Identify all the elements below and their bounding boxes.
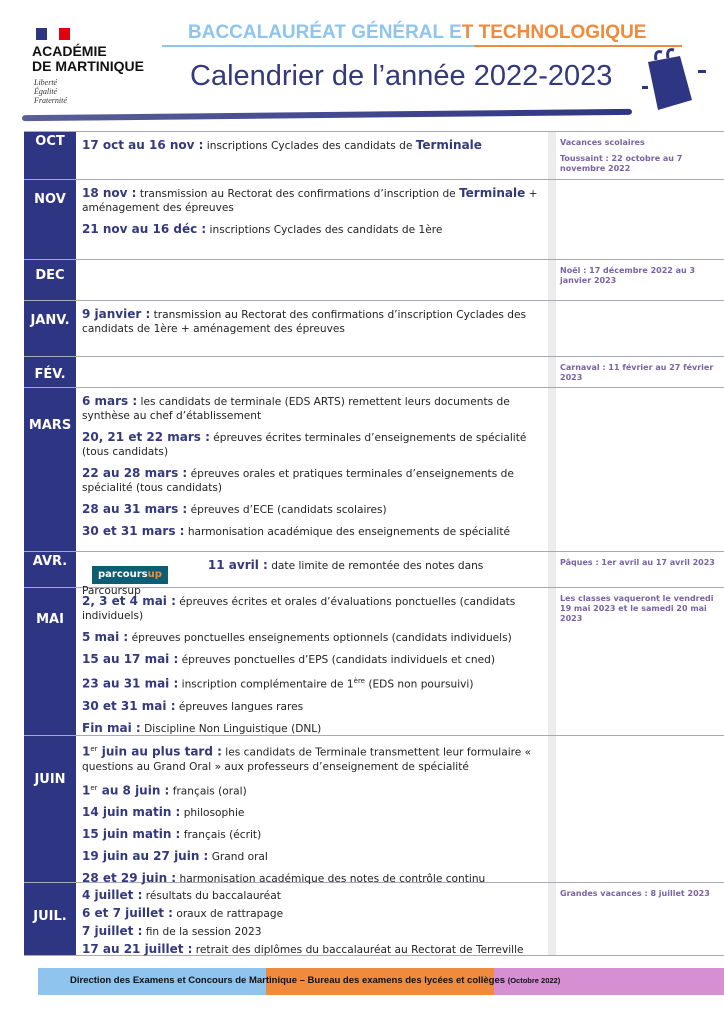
column-separator xyxy=(548,357,556,387)
month-row-2 xyxy=(24,260,724,301)
month-events xyxy=(76,588,548,735)
column-separator xyxy=(548,260,556,300)
event-date: 28 et 29 juin : xyxy=(82,871,177,886)
event-item xyxy=(82,307,542,336)
motto xyxy=(34,78,67,105)
month-events xyxy=(76,388,548,551)
event-item xyxy=(82,186,542,215)
month-row-3 xyxy=(24,301,724,357)
event-item xyxy=(82,942,542,957)
motto-egalite: Égalité xyxy=(34,87,58,96)
month-label: JUIL. xyxy=(24,883,76,955)
event-date: 1 xyxy=(82,744,91,759)
school-holidays-note xyxy=(556,301,724,356)
holiday-text: Pâques : 1er avril au 17 avril 2023 xyxy=(560,558,715,567)
event-date: 18 nov : xyxy=(82,186,137,200)
academy-name-line2: DE MARTINIQUE xyxy=(32,58,144,74)
holiday-text: Carnaval : 11 février au 27 février 2023 xyxy=(560,363,714,382)
holiday-text: Grandes vacances : 8 juillet 2023 xyxy=(560,889,710,898)
ordinal-superscript: er xyxy=(90,745,98,753)
event-text: fin de la session 2023 xyxy=(142,926,262,938)
column-separator xyxy=(548,388,556,551)
month-events xyxy=(76,552,548,597)
event-text: inscriptions Cyclades des candidats de xyxy=(203,140,416,152)
event-item xyxy=(82,906,542,921)
event-date: 30 et 31 mai : xyxy=(82,698,176,713)
event-text: harmonisation académique des enseignements de spécialité xyxy=(184,526,511,538)
month-events xyxy=(76,883,548,955)
school-holidays-note xyxy=(556,388,724,551)
parcoursup-logo-accent: up xyxy=(147,569,162,580)
month-label: FÉV. xyxy=(24,357,76,387)
month-row-7 xyxy=(24,588,724,736)
holiday-text: Les classes vaqueront le vendredi 19 mai 2023 et le samedi 20 mai 2023 xyxy=(560,594,714,623)
event-date: 6 mars : xyxy=(82,394,138,408)
footer-label: Direction des Examens et Concours de Martinique – Bureau des examens des lycées et collèges xyxy=(70,975,506,986)
event-item xyxy=(82,742,542,774)
event-text: épreuves orales et pratiques terminales d’enseignements de spécialité (tous candidats) xyxy=(82,468,514,494)
event-item xyxy=(82,849,542,864)
event-item xyxy=(82,652,542,667)
holiday-text: Noël : 17 décembre 2022 au 3 janvier 2023 xyxy=(560,266,696,285)
bac-heading xyxy=(162,22,682,47)
month-events xyxy=(76,132,548,179)
event-text: épreuves ponctuelles enseignements optionnels (candidats individuels) xyxy=(128,632,512,644)
month-events xyxy=(76,357,548,387)
footer-bar xyxy=(38,968,724,995)
bac-heading-part1: BACCALAURÉAT GÉNÉRAL E xyxy=(188,22,462,43)
event-text: épreuves écrites terminales d’enseignements de spécialité (tous candidats) xyxy=(82,432,527,458)
parcoursup-logo xyxy=(92,566,168,584)
event-date: 23 au 31 mai : xyxy=(82,676,179,691)
month-label: NOV xyxy=(24,180,76,259)
event-text: date limite de remontée des notes dans Parcoursup xyxy=(82,560,484,597)
event-item xyxy=(82,674,542,692)
month-label: DEC xyxy=(24,260,76,300)
brush-stroke-divider xyxy=(22,109,632,121)
month-row-4 xyxy=(24,357,724,388)
motto-liberte: Liberté xyxy=(34,78,58,87)
holiday-text: Toussaint : 22 octobre au 7 novembre 2022 xyxy=(560,154,683,173)
event-item xyxy=(82,721,542,736)
event-item xyxy=(82,222,542,237)
event-date: 21 nov au 16 déc : xyxy=(82,222,207,236)
event-date: 28 au 31 mars : xyxy=(82,502,188,516)
event-date: 19 juin au 27 juin : xyxy=(82,849,209,864)
event-item xyxy=(82,594,542,623)
event-item xyxy=(82,699,542,714)
event-date: Terminale xyxy=(415,138,482,152)
month-row-5 xyxy=(24,388,724,552)
event-item xyxy=(82,138,542,153)
school-holidays-note xyxy=(556,736,724,882)
event-text: les candidats de terminale (EDS ARTS) remettent leurs documents de synthèse au chef d’établissement xyxy=(82,396,510,422)
page-title: Calendrier de l’année 2022-2023 xyxy=(190,60,613,92)
event-text: retrait des diplômes du baccalauréat au Rectorat de Terreville xyxy=(192,944,524,956)
column-separator xyxy=(548,552,556,587)
month-row-9 xyxy=(24,883,724,956)
event-item xyxy=(82,524,542,539)
column-separator xyxy=(548,132,556,179)
event-text: + aménagement des épreuves xyxy=(82,188,538,214)
event-item xyxy=(82,430,542,459)
academy-name-line1: ACADÉMIE xyxy=(32,43,107,59)
event-text: épreuves d’ECE (candidats scolaires) xyxy=(187,504,387,516)
school-holidays-note xyxy=(556,260,724,300)
month-row-8 xyxy=(24,736,724,886)
event-text: transmission au Rectorat des confirmations d’inscription de xyxy=(136,188,460,200)
school-holidays-note xyxy=(556,357,724,387)
event-item xyxy=(82,781,542,799)
event-date: 4 juillet : xyxy=(82,888,143,902)
event-date: 22 au 28 mars : xyxy=(82,466,188,480)
marianne-flag-logo xyxy=(36,28,70,40)
event-date: 7 juillet : xyxy=(82,924,143,938)
calendar-table xyxy=(24,131,724,956)
event-text: harmonisation académique des notes de contrôle continu xyxy=(176,873,486,886)
event-text: épreuves écrites et orales d’évaluations ponctuelles (candidats individuels) xyxy=(82,596,516,622)
column-separator xyxy=(548,883,556,955)
event-date: 2, 3 et 4 mai : xyxy=(82,594,176,608)
motto-fraternite: Fraternité xyxy=(34,96,67,105)
event-item xyxy=(82,924,542,939)
event-text: Discipline Non Linguistique (DNL) xyxy=(140,722,322,735)
event-date: 9 janvier : xyxy=(82,307,151,321)
event-item xyxy=(82,805,542,820)
event-text: transmission au Rectorat des confirmations d’inscription Cyclades des candidats de 1ère + aménagement des épreuves xyxy=(82,309,527,335)
month-row-6 xyxy=(24,552,724,597)
month-events xyxy=(76,736,548,886)
event-date: 17 au 21 juillet : xyxy=(82,942,193,956)
event-text: oraux de rattrapage xyxy=(172,908,284,920)
event-text: français (oral) xyxy=(169,785,247,798)
month-row-1 xyxy=(24,180,724,260)
event-item xyxy=(82,502,542,517)
column-separator xyxy=(548,301,556,356)
event-text: épreuves ponctuelles d’EPS (candidats individuels et cned) xyxy=(178,654,495,666)
event-date: 30 et 31 mars : xyxy=(82,524,185,538)
column-separator xyxy=(548,588,556,735)
event-date: 15 au 17 mai : xyxy=(82,652,179,666)
event-date: 1 xyxy=(82,783,91,798)
month-label: JANV. xyxy=(24,301,76,356)
footer-text xyxy=(70,975,560,986)
month-events xyxy=(76,180,548,259)
event-date: Terminale xyxy=(459,186,526,200)
event-item xyxy=(82,394,542,423)
event-text: inscriptions Cyclades des candidats de 1ère xyxy=(206,224,443,236)
month-events xyxy=(76,260,548,300)
ordinal-superscript: ère xyxy=(353,677,365,685)
month-label: JUIN xyxy=(24,736,76,882)
event-date: 11 avril : xyxy=(207,558,268,572)
month-label: OCT xyxy=(24,132,76,179)
event-item xyxy=(82,466,542,495)
column-separator xyxy=(548,180,556,259)
event-text: philosophie xyxy=(180,807,245,820)
event-item xyxy=(82,827,542,842)
event-item xyxy=(82,630,542,645)
event-date: au 8 juin : xyxy=(97,783,170,798)
event-text: Grand oral xyxy=(208,851,268,864)
holiday-text: Vacances scolaires xyxy=(560,138,645,147)
event-date: Fin mai : xyxy=(82,720,141,735)
school-holidays-note xyxy=(556,180,724,259)
event-item xyxy=(82,888,542,903)
school-holidays-note xyxy=(556,883,724,955)
footer-date: (Octobre 2022) xyxy=(507,976,561,985)
event-text: les candidats de Terminale transmettent leur formulaire « questions au Grand Oral » aux professeurs d’enseignement de spécialité xyxy=(82,746,532,773)
event-text: (EDS non poursuivi) xyxy=(364,678,474,691)
parcoursup-logo-text: parcours xyxy=(98,569,148,580)
month-label: MAI xyxy=(24,588,76,735)
month-events xyxy=(76,301,548,356)
bac-heading-part2: T TECHNOLOGIQUE xyxy=(461,22,647,43)
ordinal-superscript: er xyxy=(90,783,98,792)
school-holidays-note xyxy=(556,132,724,179)
column-separator xyxy=(548,736,556,882)
event-text: épreuves langues rares xyxy=(175,700,304,713)
event-date: 15 juin matin : xyxy=(82,827,181,842)
month-label: AVR. xyxy=(24,552,76,587)
event-text: résultats du baccalauréat xyxy=(142,890,281,902)
event-date: 20, 21 et 22 mars : xyxy=(82,430,210,444)
school-holidays-note xyxy=(556,588,724,735)
school-holidays-note xyxy=(556,552,724,587)
event-date: juin au plus tard : xyxy=(97,744,222,759)
event-text: inscription complémentaire de 1 xyxy=(178,678,354,691)
calendar-icon xyxy=(640,48,710,118)
event-date: 17 oct au 16 nov : xyxy=(82,138,204,152)
event-text: français (écrit) xyxy=(180,829,262,842)
event-date: 5 mai : xyxy=(82,630,129,644)
month-row-0 xyxy=(24,131,724,180)
event-date: 14 juin matin : xyxy=(82,805,181,820)
month-label: MARS xyxy=(24,388,76,551)
event-date: 6 et 7 juillet : xyxy=(82,906,173,920)
